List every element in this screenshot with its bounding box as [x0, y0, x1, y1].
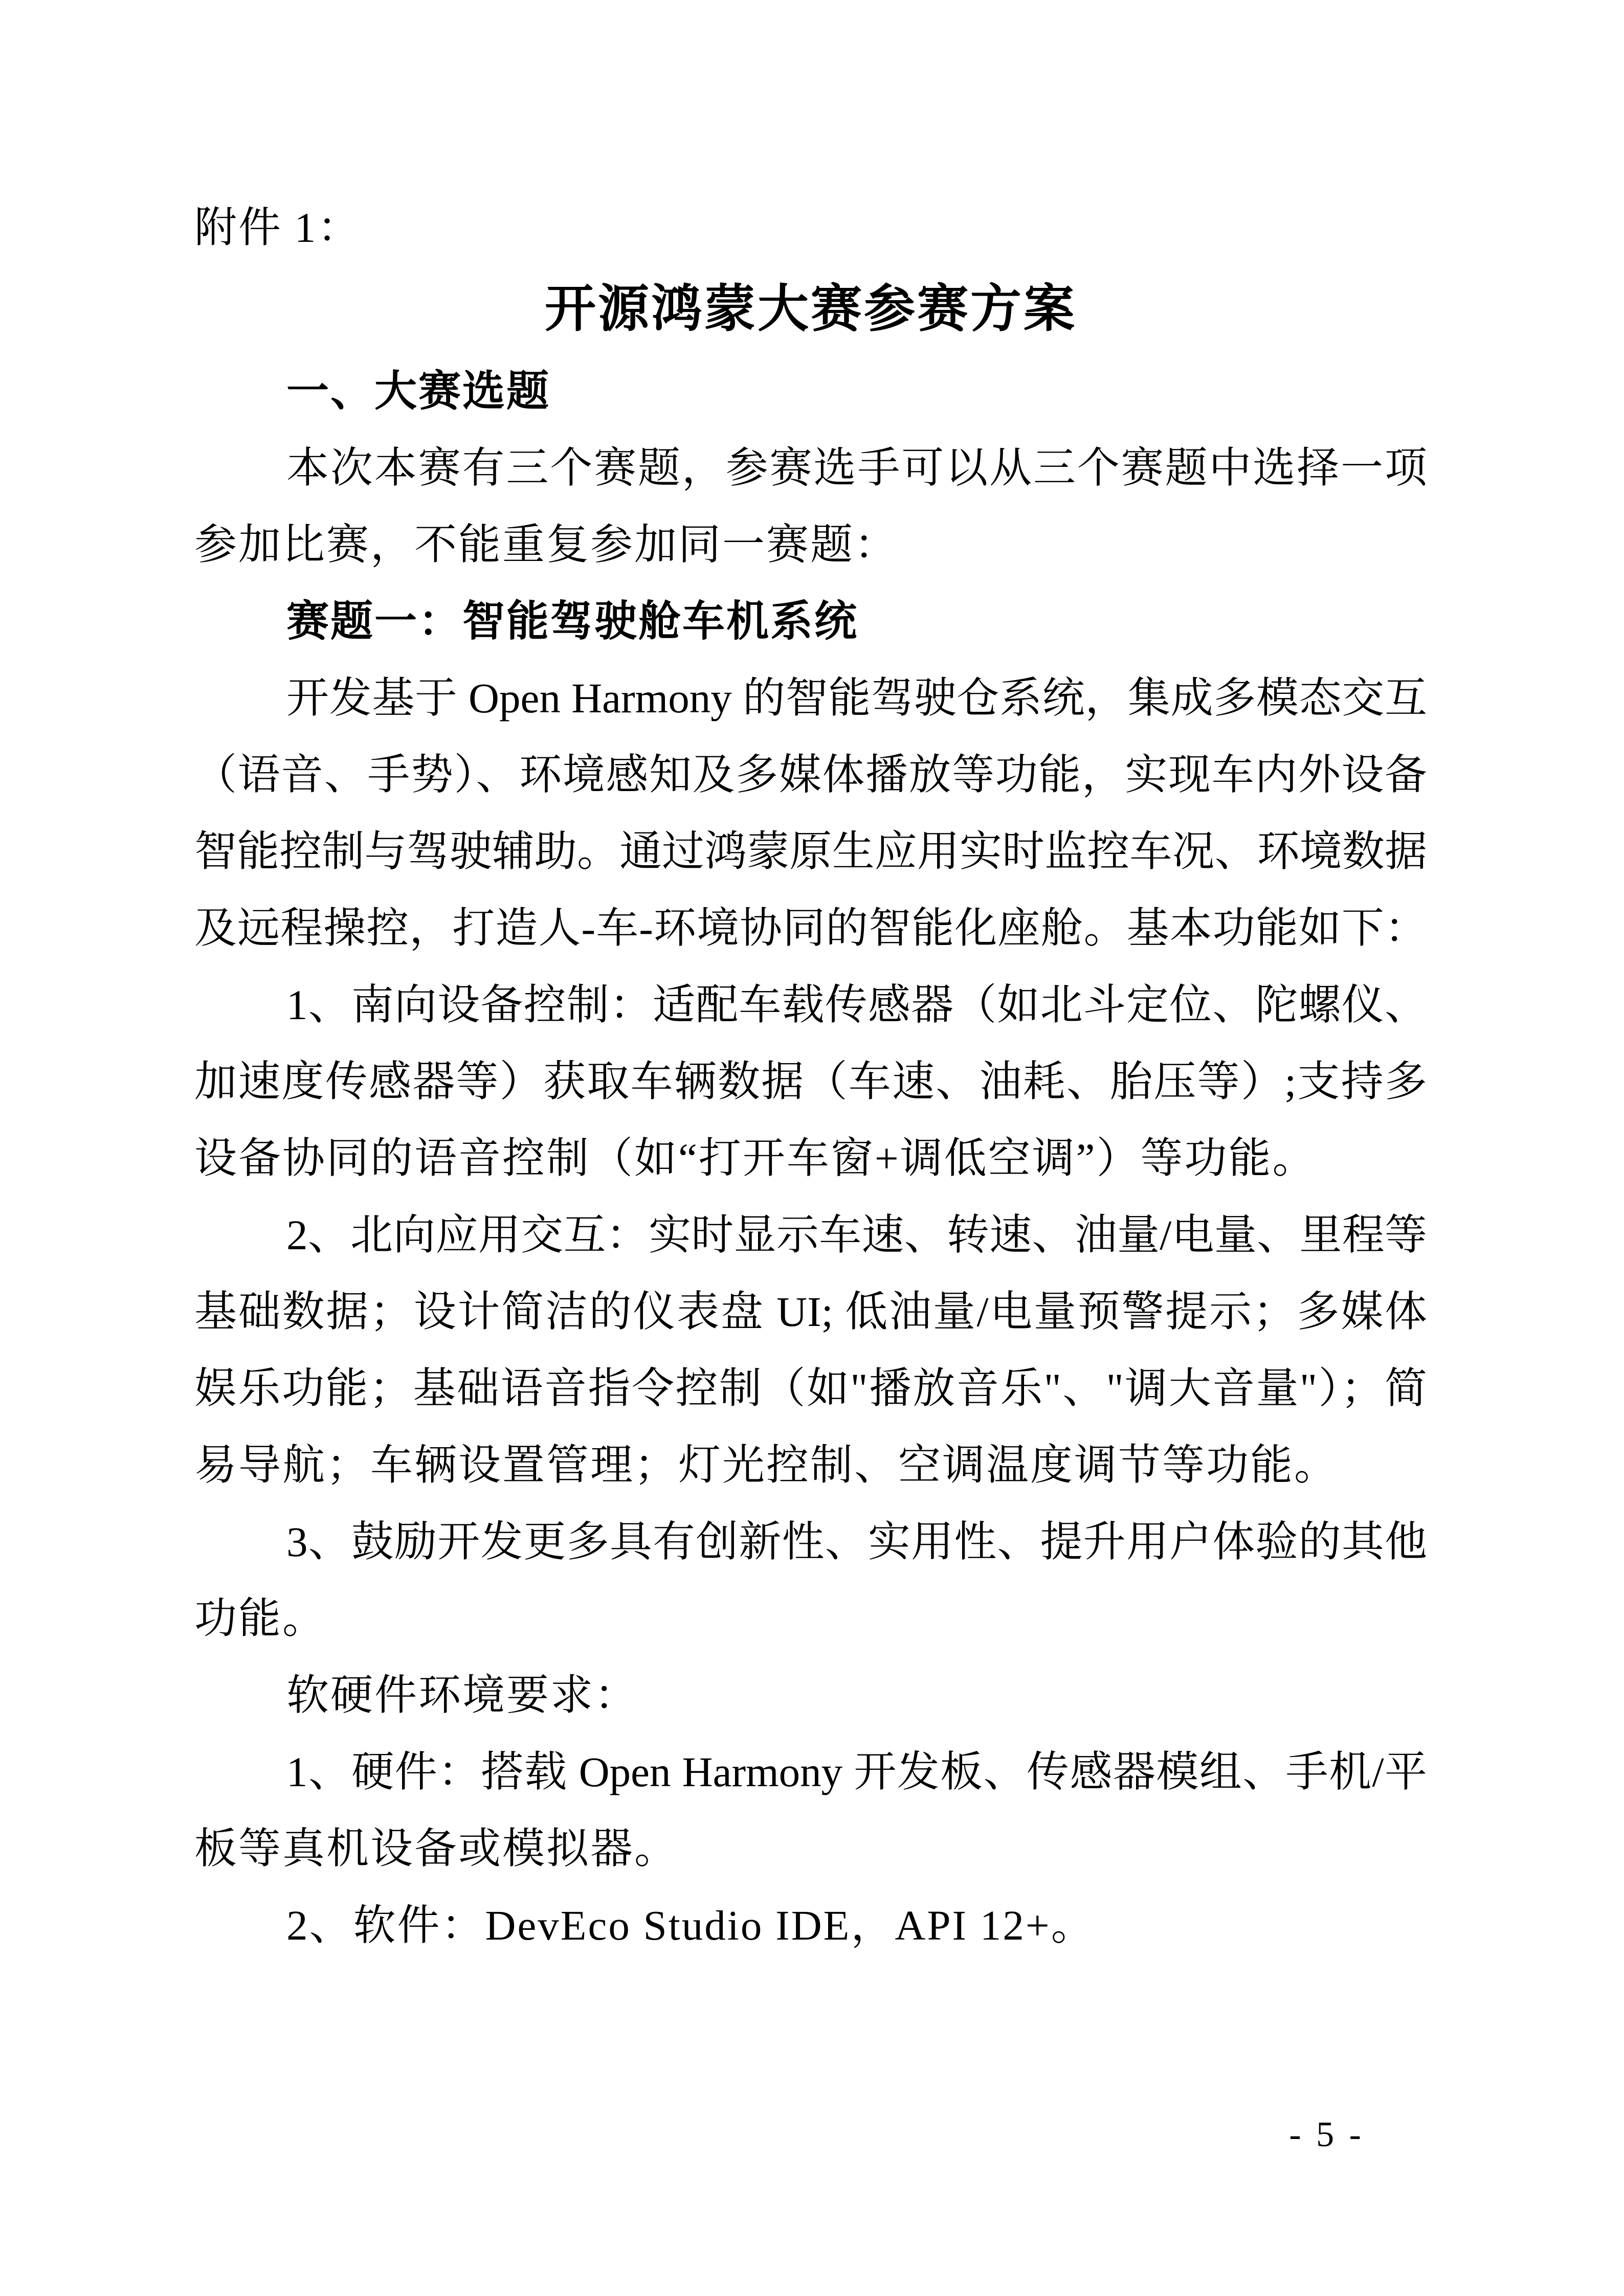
- item2-line-1: 2、北向应用交互：实时显示车速、转速、油量/电量、里程等: [286, 1211, 1427, 1258]
- topic1-desc-line-2: （语音、手势）、环境感知及多媒体播放等功能，实现车内外设备: [194, 751, 1427, 798]
- subheading-env-requirements: 软硬件环境要求：: [286, 1672, 638, 1719]
- topic1-desc-line-1: 开发基于 Open Harmony 的智能驾驶仓系统，集成多模态交互: [286, 674, 1427, 722]
- item3-line-2: 功能。: [194, 1595, 326, 1642]
- hw-req-line-1: 1、硬件：搭载 Open Harmony 开发板、传感器模组、手机/平: [286, 1748, 1427, 1795]
- item3-line-1: 3、鼓励开发更多具有创新性、实用性、提升用户体验的其他: [286, 1518, 1427, 1565]
- hw-req-line-2: 板等真机设备或模拟器。: [194, 1825, 678, 1872]
- document-title: 开源鸿蒙大赛参赛方案: [545, 281, 1077, 337]
- item2-line-2: 基础数据；设计简洁的仪表盘 UI; 低油量/电量预警提示；多媒体: [194, 1288, 1427, 1335]
- item1-line-1: 1、南向设备控制：适配车载传感器（如北斗定位、陀螺仪、: [286, 981, 1427, 1028]
- heading-section-1: 一、大赛选题: [286, 368, 550, 415]
- item1-line-3: 设备协同的语音控制（如“打开车窗+调低空调”）等功能。: [194, 1135, 1317, 1182]
- item2-line-3: 娱乐功能；基础语音指令控制（如"播放音乐"、"调大音量"）；简: [194, 1365, 1427, 1412]
- attachment-label: 附件 1：: [194, 204, 362, 251]
- topic1-desc-line-4: 及远程操控，打造人-车-环境协同的智能化座舱。基本功能如下：: [194, 905, 1427, 952]
- sw-req-line: 2、软件：DevEco Studio IDE，API 12+。: [286, 1902, 1095, 1949]
- item2-line-4: 易导航；车辆设置管理；灯光控制、空调温度调节等功能。: [194, 1442, 1338, 1489]
- para-intro-line-2: 参加比赛，不能重复参加同一赛题：: [194, 521, 898, 568]
- topic1-desc-line-3: 智能控制与驾驶辅助。通过鸿蒙原生应用实时监控车况、环境数据: [194, 828, 1427, 875]
- heading-topic-1: 赛题一：智能驾驶舱车机系统: [286, 598, 858, 645]
- document-body: [194, 353, 1427, 1964]
- item1-line-2: 加速度传感器等）获取车辆数据（车速、油耗、胎压等）;支持多: [194, 1058, 1427, 1105]
- page-number: - 5 -: [1289, 2115, 1364, 2154]
- para-intro-line-1: 本次本赛有三个赛题，参赛选手可以从三个赛题中选择一项: [286, 444, 1427, 491]
